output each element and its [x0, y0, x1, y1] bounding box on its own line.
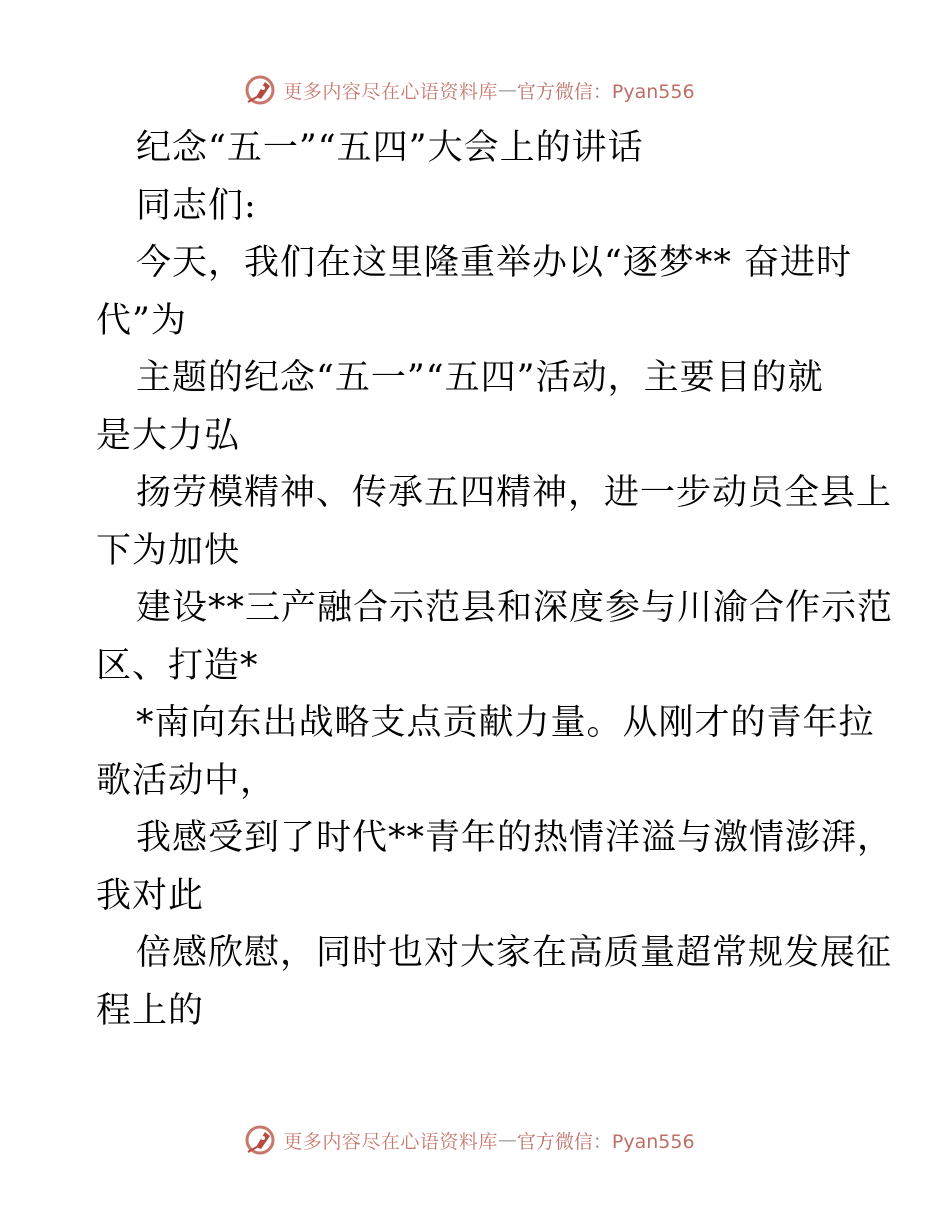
header-banner: [0, 70, 950, 110]
salutation: 同志们:: [136, 185, 257, 226]
document-body: [96, 120, 894, 1040]
text-line: 建设**三产融合示范县和深度参与川渝合作示范: [136, 588, 894, 628]
text-line: 歌活动中，: [96, 760, 277, 801]
banner-separator: —: [497, 1129, 517, 1151]
banner-contact: 官方微信：Pyan556: [516, 80, 695, 103]
text-line: 程上的: [96, 990, 205, 1031]
text-line: 主题的纪念“五一”“五四”活动，主要目的就: [136, 358, 824, 398]
text-line: 扬劳模精神、传承五四精神，进一步动员全县上: [136, 473, 893, 513]
text-line: 我对此: [96, 875, 205, 916]
text-line: 下为加快: [96, 530, 241, 571]
document-title: 纪念“五一”“五四”大会上的讲话: [136, 128, 644, 168]
text-line: 倍感欣慰，同时也对大家在高质量超常规发展征: [136, 933, 893, 973]
banner-title: 更多内容尽在心语资料库: [283, 80, 498, 103]
banner-separator: —: [497, 79, 517, 101]
pen-nib-logo-icon: [243, 72, 279, 108]
text-line: 今天，我们在这里隆重举办以“逐梦** 奋进时: [136, 243, 853, 283]
text-line: 是大力弘: [96, 415, 241, 456]
footer-banner: [0, 1120, 950, 1160]
text-line: *南向东出战略支点贡献力量。从刚才的青年拉: [136, 703, 875, 743]
pen-nib-logo-icon: [243, 1122, 279, 1158]
banner-title: 更多内容尽在心语资料库: [283, 1130, 498, 1153]
text-line: 区、打造*: [96, 645, 259, 686]
banner-contact: 官方微信：Pyan556: [516, 1130, 695, 1153]
text-line: 我感受到了时代**青年的热情洋溢与激情澎湃，: [136, 818, 894, 858]
text-line: 代”为: [96, 300, 187, 341]
